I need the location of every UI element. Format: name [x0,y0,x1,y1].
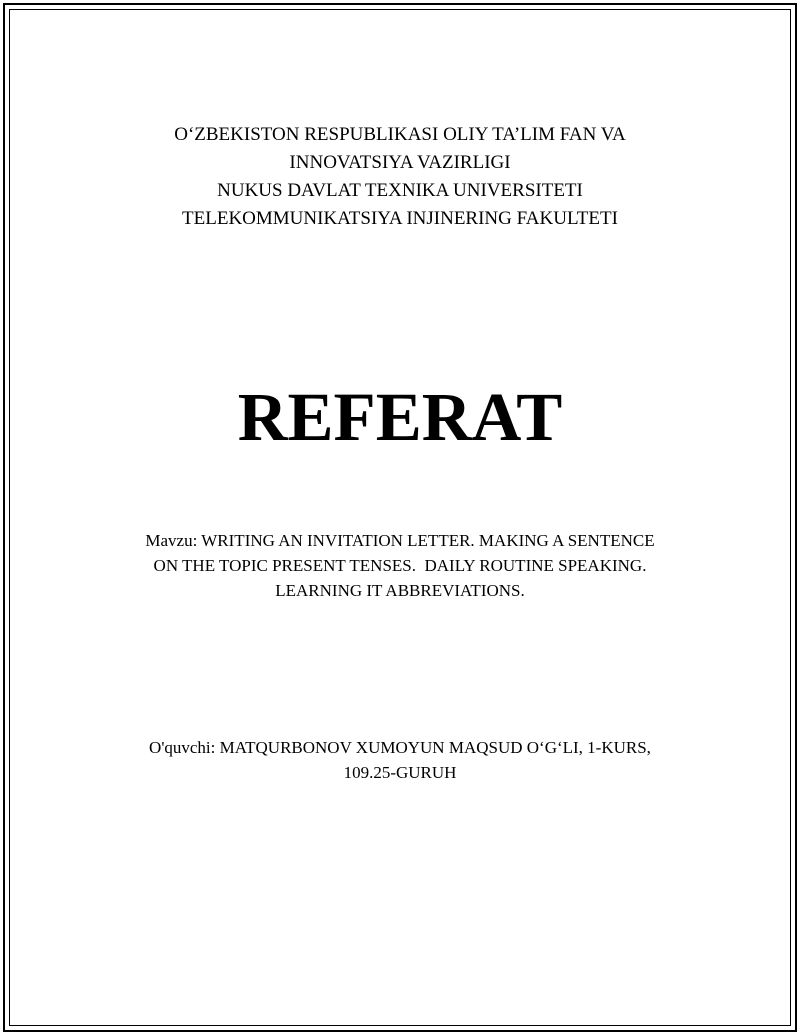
student-block [0,735,800,785]
student-line-2: 109.25-GURUH [343,763,457,782]
header-line-university: NUKUS DAVLAT TEXNIKA UNIVERSITETI [217,180,583,201]
document-title: REFERAT [237,379,563,455]
header-line-ministry: O‘ZBEKISTON RESPUBLIKASI OLIY TA’LIM FAN VA [174,124,626,145]
student-line-1: O'quvchi: MATQURBONOV XUMOYUN MAQSUD O‘G‘LI, 1-KURS, [149,738,651,757]
topic-line-3: LEARNING IT ABBREVIATIONS. [275,581,525,600]
topic-line-1: Mavzu: WRITING AN INVITATION LETTER. MAKING A SENTENCE [145,531,655,550]
header-line-faculty: TELEKOMMUNIKATSIYA INJINERING FAKULTETI [182,208,618,229]
topic-line-2: ON THE TOPIC PRESENT TENSES. DAILY ROUTINE SPEAKING. [153,556,647,575]
header-line-ministry-cont: INNOVATSIYA VAZIRLIGI [289,152,511,173]
topic-block [0,528,800,603]
institution-header [0,121,800,233]
